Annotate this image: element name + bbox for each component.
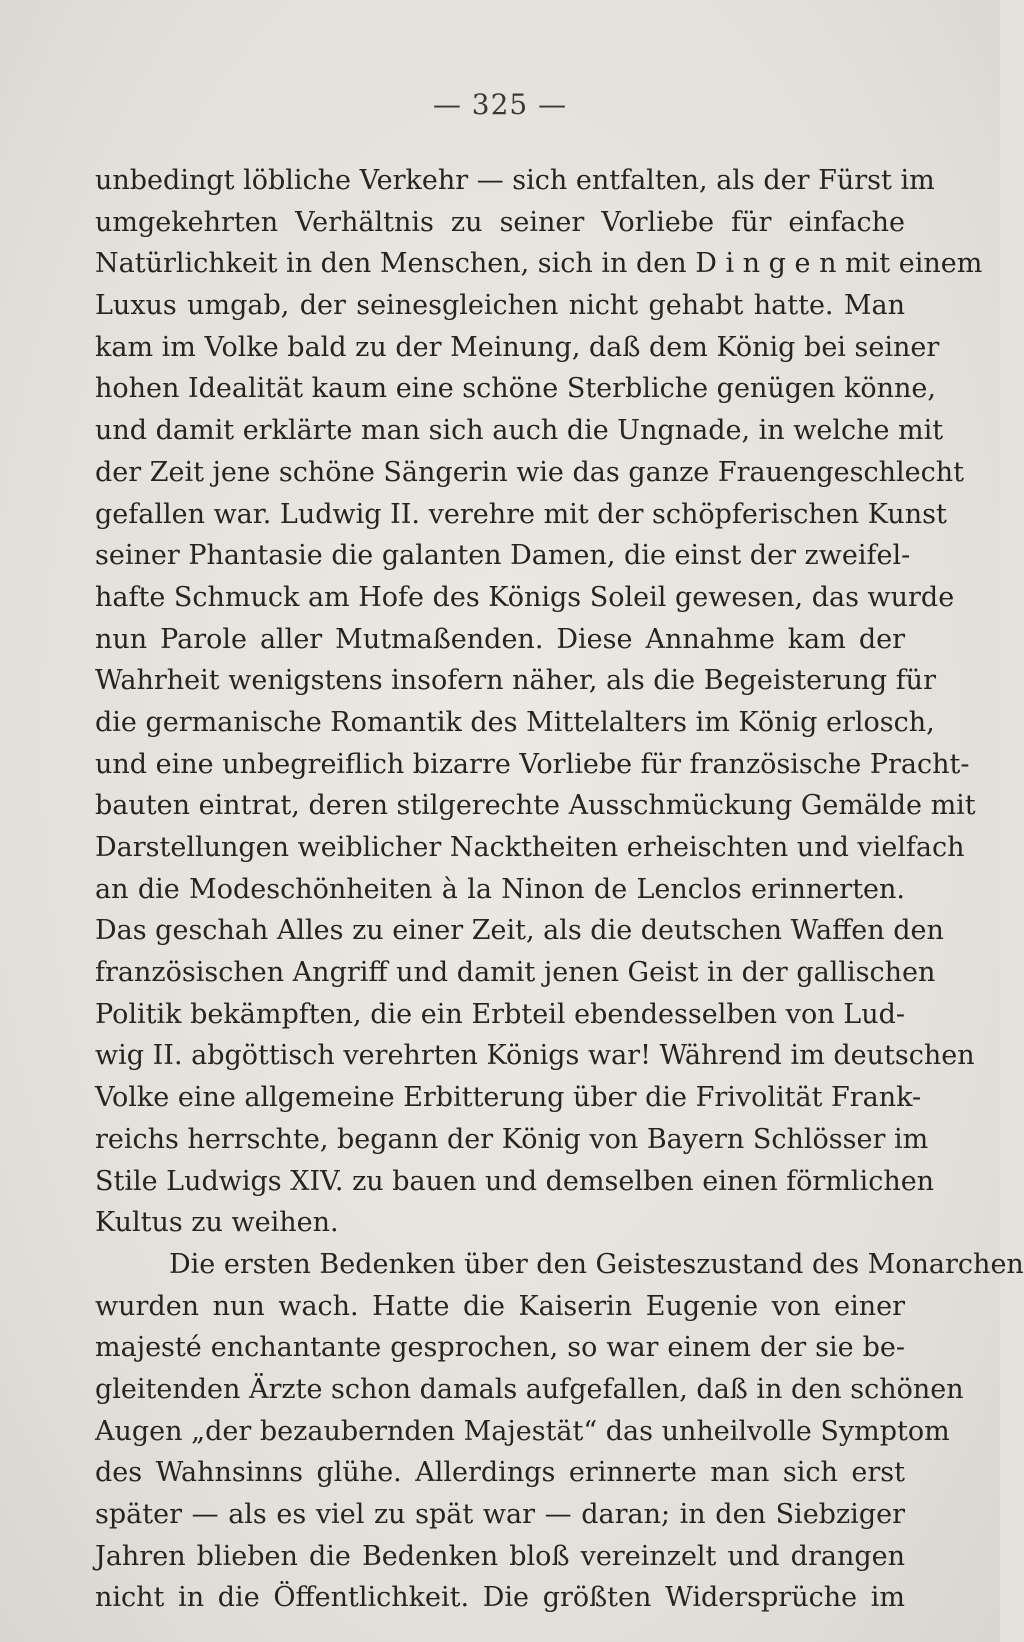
- text-line: Luxus umgab, der seinesgleichen nicht gehabt hatte. Man: [95, 290, 905, 322]
- text-line: hafte Schmuck am Hofe des Königs Soleil gewesen, das wurde: [95, 581, 955, 613]
- text-line: gefallen war. Ludwig II. verehre mit der schöpferischen Kunst: [95, 498, 947, 530]
- text-line: Politik bekämpften, die ein Erbteil ebendesselben von Lud-: [95, 998, 905, 1030]
- text-line: wig II. abgöttisch verehrten Königs war! Während im deutschen: [95, 1040, 975, 1072]
- text-line: Wahrheit wenigstens insofern näher, als die Begeisterung für: [95, 665, 936, 697]
- text-line: hohen Idealität kaum eine schöne Sterbliche genügen könne,: [95, 373, 936, 405]
- text-line: Kultus zu weihen.: [95, 1207, 339, 1239]
- text-line: die germanische Romantik des Mittelalters im König erlosch,: [95, 706, 935, 738]
- body-text: [95, 160, 1024, 1619]
- text-line: nicht in die Öffentlichkeit. Die größten Widersprüche im: [95, 1582, 905, 1614]
- text-line: später — als es viel zu spät war — daran; in den Siebziger: [95, 1499, 905, 1530]
- text-line: Augen „der bezaubernden Majestät“ das unheilvolle Symptom: [95, 1415, 950, 1447]
- text-line: Stile Ludwigs XIV. zu bauen und demselben einen förmlichen: [95, 1165, 935, 1197]
- text-line: Jahren blieben die Bedenken bloß vereinzelt und drangen: [95, 1540, 905, 1572]
- text-line: seiner Phantasie die galanten Damen, die einst der zweifel-: [95, 540, 911, 572]
- text-line: gleitenden Ärzte schon damals aufgefallen, daß in den schönen: [95, 1373, 964, 1405]
- text-line: majesté enchantante gesprochen, so war einem der sie be-: [95, 1332, 905, 1364]
- text-line: an die Modeschönheiten à la Ninon de Lenclos erinnerten.: [95, 873, 905, 905]
- text-line: des Wahnsinns glühe. Allerdings erinnerte man sich erst: [95, 1457, 905, 1489]
- text-line: Darstellungen weiblicher Nacktheiten erheischten und vielfach: [95, 832, 965, 863]
- text-line: kam im Volke bald zu der Meinung, daß dem König bei seiner: [95, 331, 940, 363]
- text-line: bauten eintrat, deren stilgerechte Ausschmückung Gemälde mit: [95, 790, 976, 822]
- page-number: — 325 —: [432, 88, 568, 121]
- text-line: umgekehrten Verhältnis zu seiner Vorliebe für einfache: [95, 206, 905, 238]
- text-line: Volke eine allgemeine Erbitterung über die Frivolität Frank-: [95, 1082, 922, 1114]
- text-line: und damit erklärte man sich auch die Ungnade, in welche mit: [95, 415, 944, 447]
- text-line: wurden nun wach. Hatte die Kaiserin Eugenie von einer: [95, 1290, 905, 1322]
- text-line: unbedingt löbliche Verkehr — sich entfalten, als der Fürst im: [95, 165, 935, 196]
- text-line: nun Parole aller Mutmaßenden. Diese Annahme kam der: [95, 623, 905, 655]
- text-line: Die ersten Bedenken über den Geisteszustand des Monarchen: [169, 1248, 1024, 1280]
- text-line: reichs herrschte, begann der König von Bayern Schlösser im: [95, 1123, 929, 1155]
- text-line: Natürlichkeit in den Menschen, sich in den D i n g e n mit einem: [95, 248, 983, 280]
- text-line: Das geschah Alles zu einer Zeit, als die deutschen Waffen den: [95, 915, 944, 947]
- text-line: französischen Angriff und damit jenen Geist in der gallischen: [95, 957, 936, 989]
- text-line: der Zeit jene schöne Sängerin wie das ganze Frauengeschlecht: [95, 456, 964, 488]
- text-line: und eine unbegreiflich bizarre Vorliebe für französische Pracht-: [95, 748, 970, 780]
